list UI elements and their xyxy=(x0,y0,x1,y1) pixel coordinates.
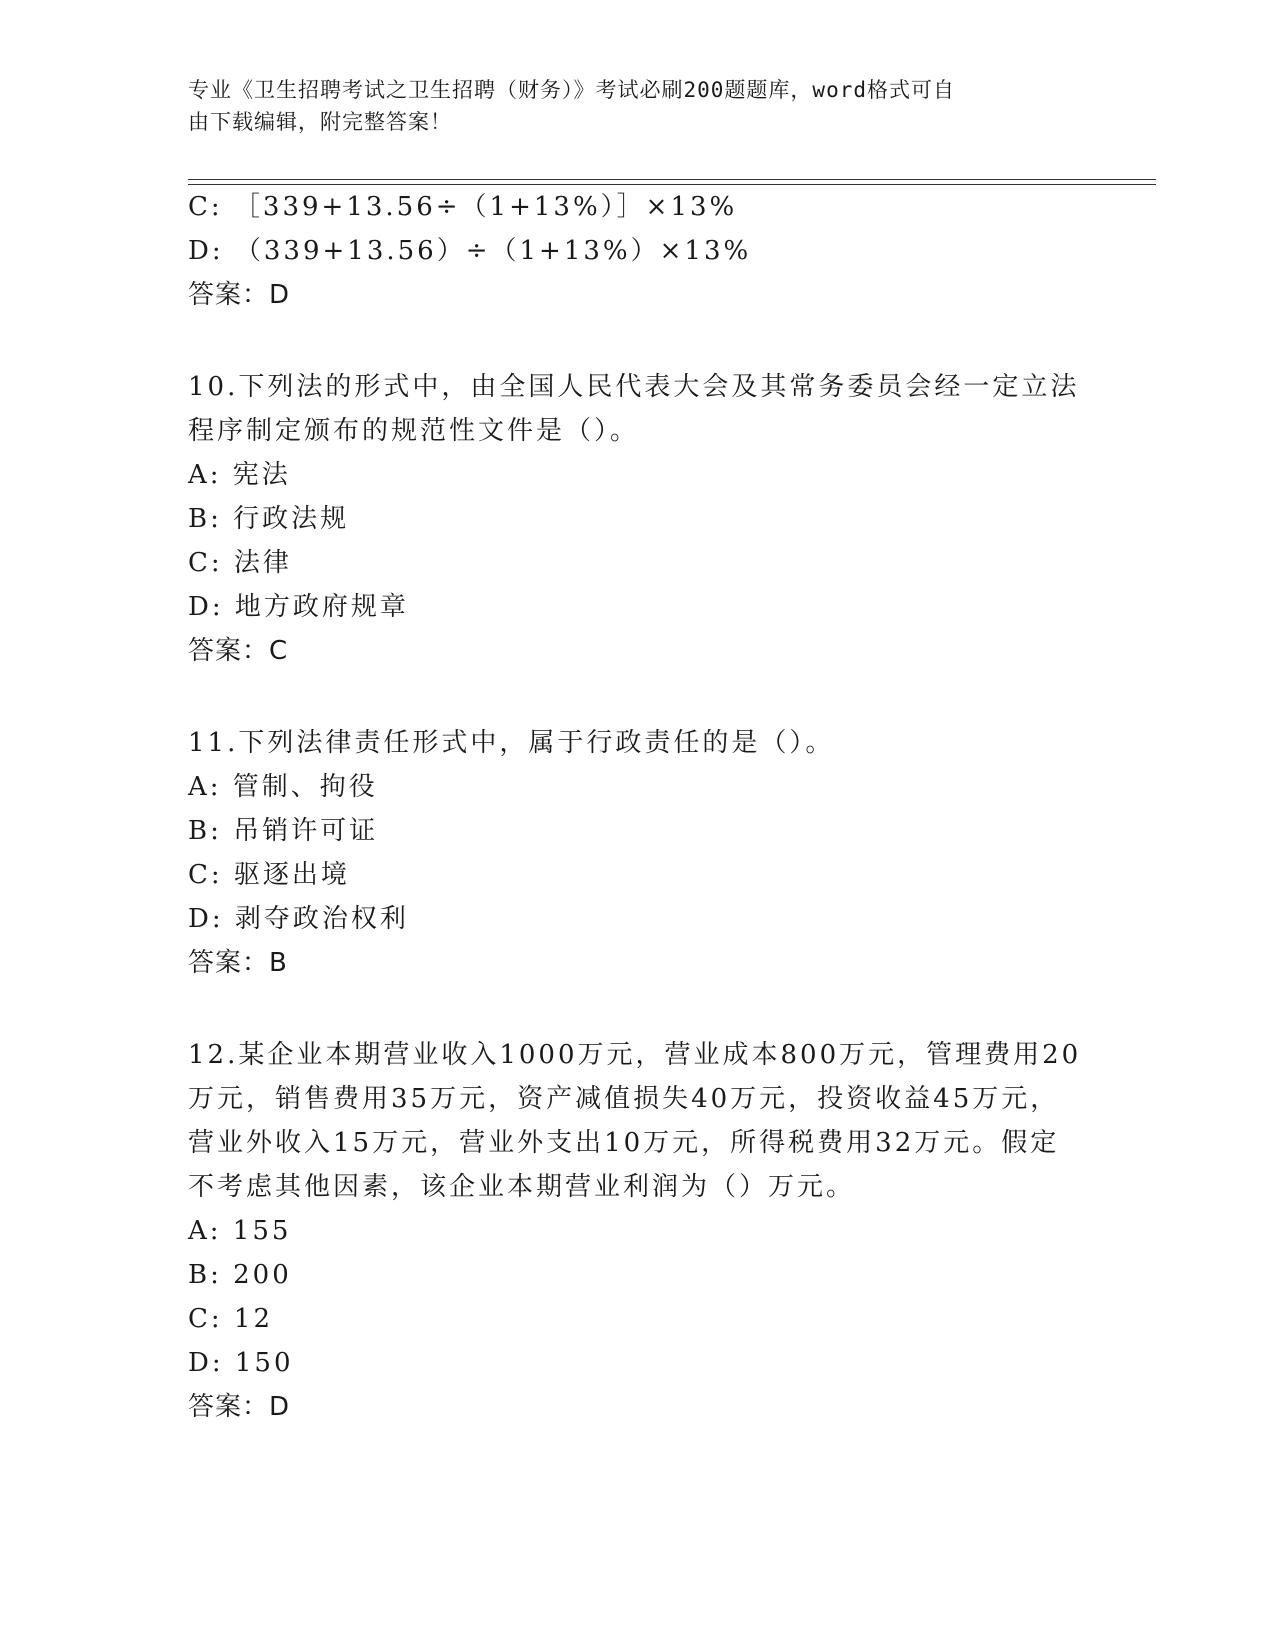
answer-line: 答案：C xyxy=(188,636,289,666)
option-d: D: （339+13.56）÷（1+13%）×13% xyxy=(188,236,752,266)
answer-line: 答案：B xyxy=(188,948,288,978)
question-stem: 营业外收入15万元，营业外支出10万元，所得税费用32万元。假定 xyxy=(188,1128,1060,1158)
option-b: B: 行政法规 xyxy=(188,504,350,534)
option-b: B: 吊销许可证 xyxy=(188,816,379,846)
question-stem: 10.下列法的形式中，由全国人民代表大会及其常务委员会经一定立法 xyxy=(188,372,1080,402)
option-b: B: 200 xyxy=(188,1260,292,1290)
question-stem: 12.某企业本期营业收入1000万元，营业成本800万元，管理费用20 xyxy=(188,1040,1082,1070)
option-c: C: 12 xyxy=(188,1304,274,1334)
question-stem: 程序制定颁布的规范性文件是（）。 xyxy=(188,416,640,446)
option-a: A: 155 xyxy=(188,1216,292,1246)
answer-line: 答案：D xyxy=(188,280,291,310)
question-stem: 11.下列法律责任形式中，属于行政责任的是（）。 xyxy=(188,728,835,758)
option-a: A: 宪法 xyxy=(188,460,291,490)
option-a: A: 管制、拘役 xyxy=(188,772,378,802)
header-line: 由下载编辑，附完整答案！ xyxy=(188,110,452,134)
option-d: D: 剥夺政治权利 xyxy=(188,904,409,934)
header-line: 专业《卫生招聘考试之卫生招聘（财务）》考试必刷200题题库，word格式可自 xyxy=(188,78,955,102)
option-d: D: 150 xyxy=(188,1348,294,1378)
option-d: D: 地方政府规章 xyxy=(188,592,409,622)
answer-line: 答案：D xyxy=(188,1392,291,1422)
header-divider xyxy=(188,179,1156,180)
option-c: C: 法律 xyxy=(188,548,292,578)
question-stem: 不考虑其他因素，该企业本期营业利润为（）万元。 xyxy=(188,1172,856,1202)
document-header xyxy=(188,74,1068,138)
option-c: C: ［339+13.56÷（1+13%）］×13% xyxy=(188,192,738,222)
option-c: C: 驱逐出境 xyxy=(188,860,350,890)
question-stem: 万元，销售费用35万元，资产减值损失40万元，投资收益45万元， xyxy=(188,1084,1060,1114)
header-divider xyxy=(188,184,1156,185)
